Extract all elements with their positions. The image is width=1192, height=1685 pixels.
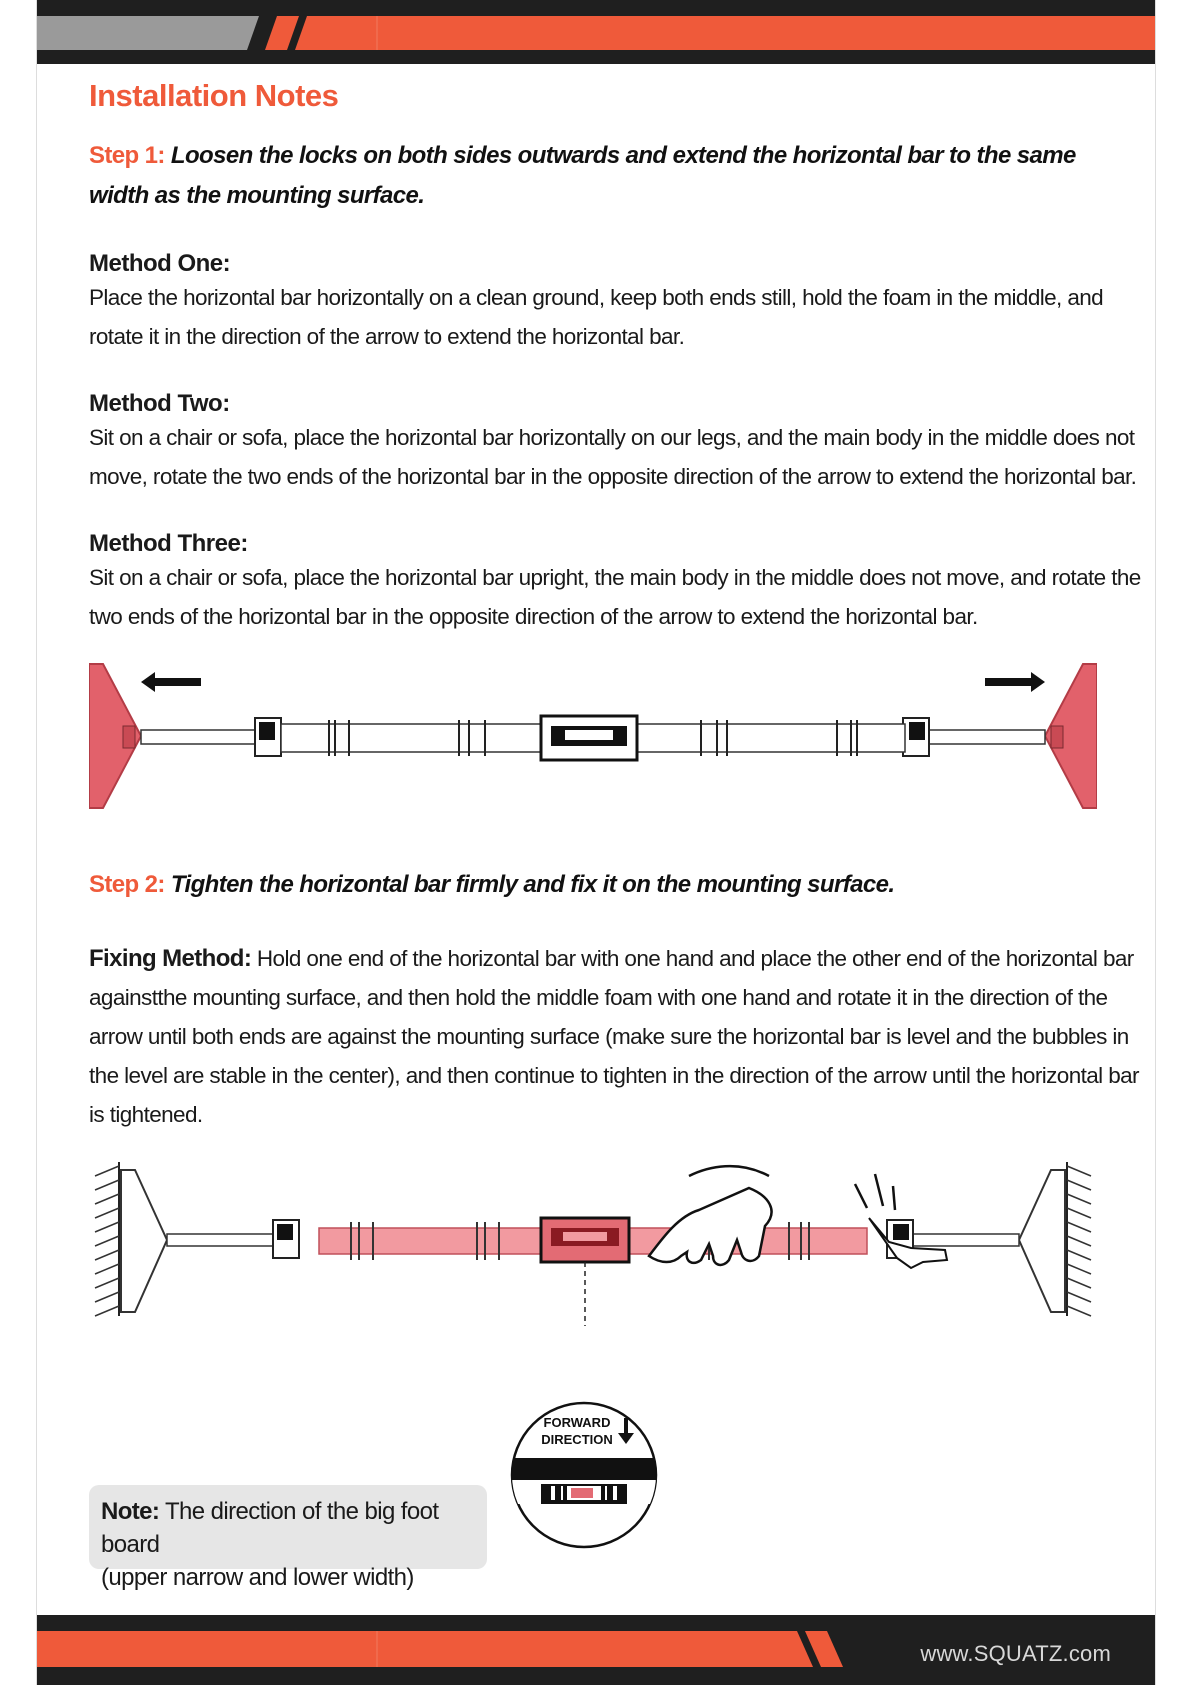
forward-label: FORWARD	[543, 1415, 611, 1430]
direction-label: DIRECTION	[541, 1432, 613, 1447]
step-2-label: Step 2:	[89, 871, 165, 898]
method-one-heading: Method One:	[89, 250, 231, 277]
fixing-method-label: Fixing Method:	[89, 945, 252, 972]
method-three-heading: Method Three:	[89, 530, 248, 557]
extend-left-arrow-icon	[141, 672, 201, 692]
method-one-text: Place the horizontal bar horizontally on a clean ground, keep both ends still, hold the foam in the middle, and rotate it in the direction of the arrow to extend the horizontal bar.	[89, 285, 1104, 349]
method-two-heading: Method Two:	[89, 390, 230, 417]
note-line-1: The direction of the big foot board	[101, 1498, 439, 1558]
note-label: Note:	[101, 1498, 160, 1525]
content	[89, 78, 1141, 1326]
method-three-text: Sit on a chair or sofa, place the horizontal bar upright, the main body in the middle does not move, and rotate the two ends of the horizontal bar in the opposite direction of the arrow to extend the horizontal bar.	[89, 565, 1141, 629]
page-title: Installation Notes	[89, 78, 339, 113]
note-line-2: (upper narrow and lower width)	[101, 1564, 414, 1591]
note-box	[89, 1485, 487, 1591]
website-url: www.SQUATZ.com	[920, 1641, 1111, 1666]
step-1-label: Step 1:	[89, 142, 165, 169]
manual-page	[36, 0, 1156, 1685]
header-banner	[37, 0, 1155, 64]
method-two-text: Sit on a chair or sofa, place the horizontal bar horizontally on our legs, and the main body in the middle does not move, rotate the two ends of the horizontal bar in the opposite direction of the arrow to extend the horizontal bar.	[89, 425, 1137, 489]
step-1	[89, 136, 1141, 216]
fixing-method-text: Hold one end of the horizontal bar with one hand and place the other end of the horizontal bar againstthe mounting surface, and then hold the middle foam with one hand and rotate it in the direction of the arrow until both ends are against the mounting surface (make sure the horizontal bar is level and the bubbles in the level are stable in the center), and then continue to tighten in the direction of the arrow until the horizontal bar is tightened.	[89, 946, 1139, 1127]
step-2-text: Tighten the horizontal bar firmly and fix it on the mounting surface.	[170, 871, 895, 898]
fixing-method	[89, 939, 1141, 1134]
bar-mounting-diagram	[89, 1156, 1097, 1326]
step-2	[89, 865, 1141, 905]
bar-extension-diagram	[89, 656, 1097, 821]
extend-right-arrow-icon	[985, 672, 1045, 692]
step-1-text: Loosen the locks on both sides outwards and extend the horizontal bar to the same width as the mounting surface.	[89, 142, 1076, 209]
forward-direction-detail	[509, 1400, 659, 1550]
